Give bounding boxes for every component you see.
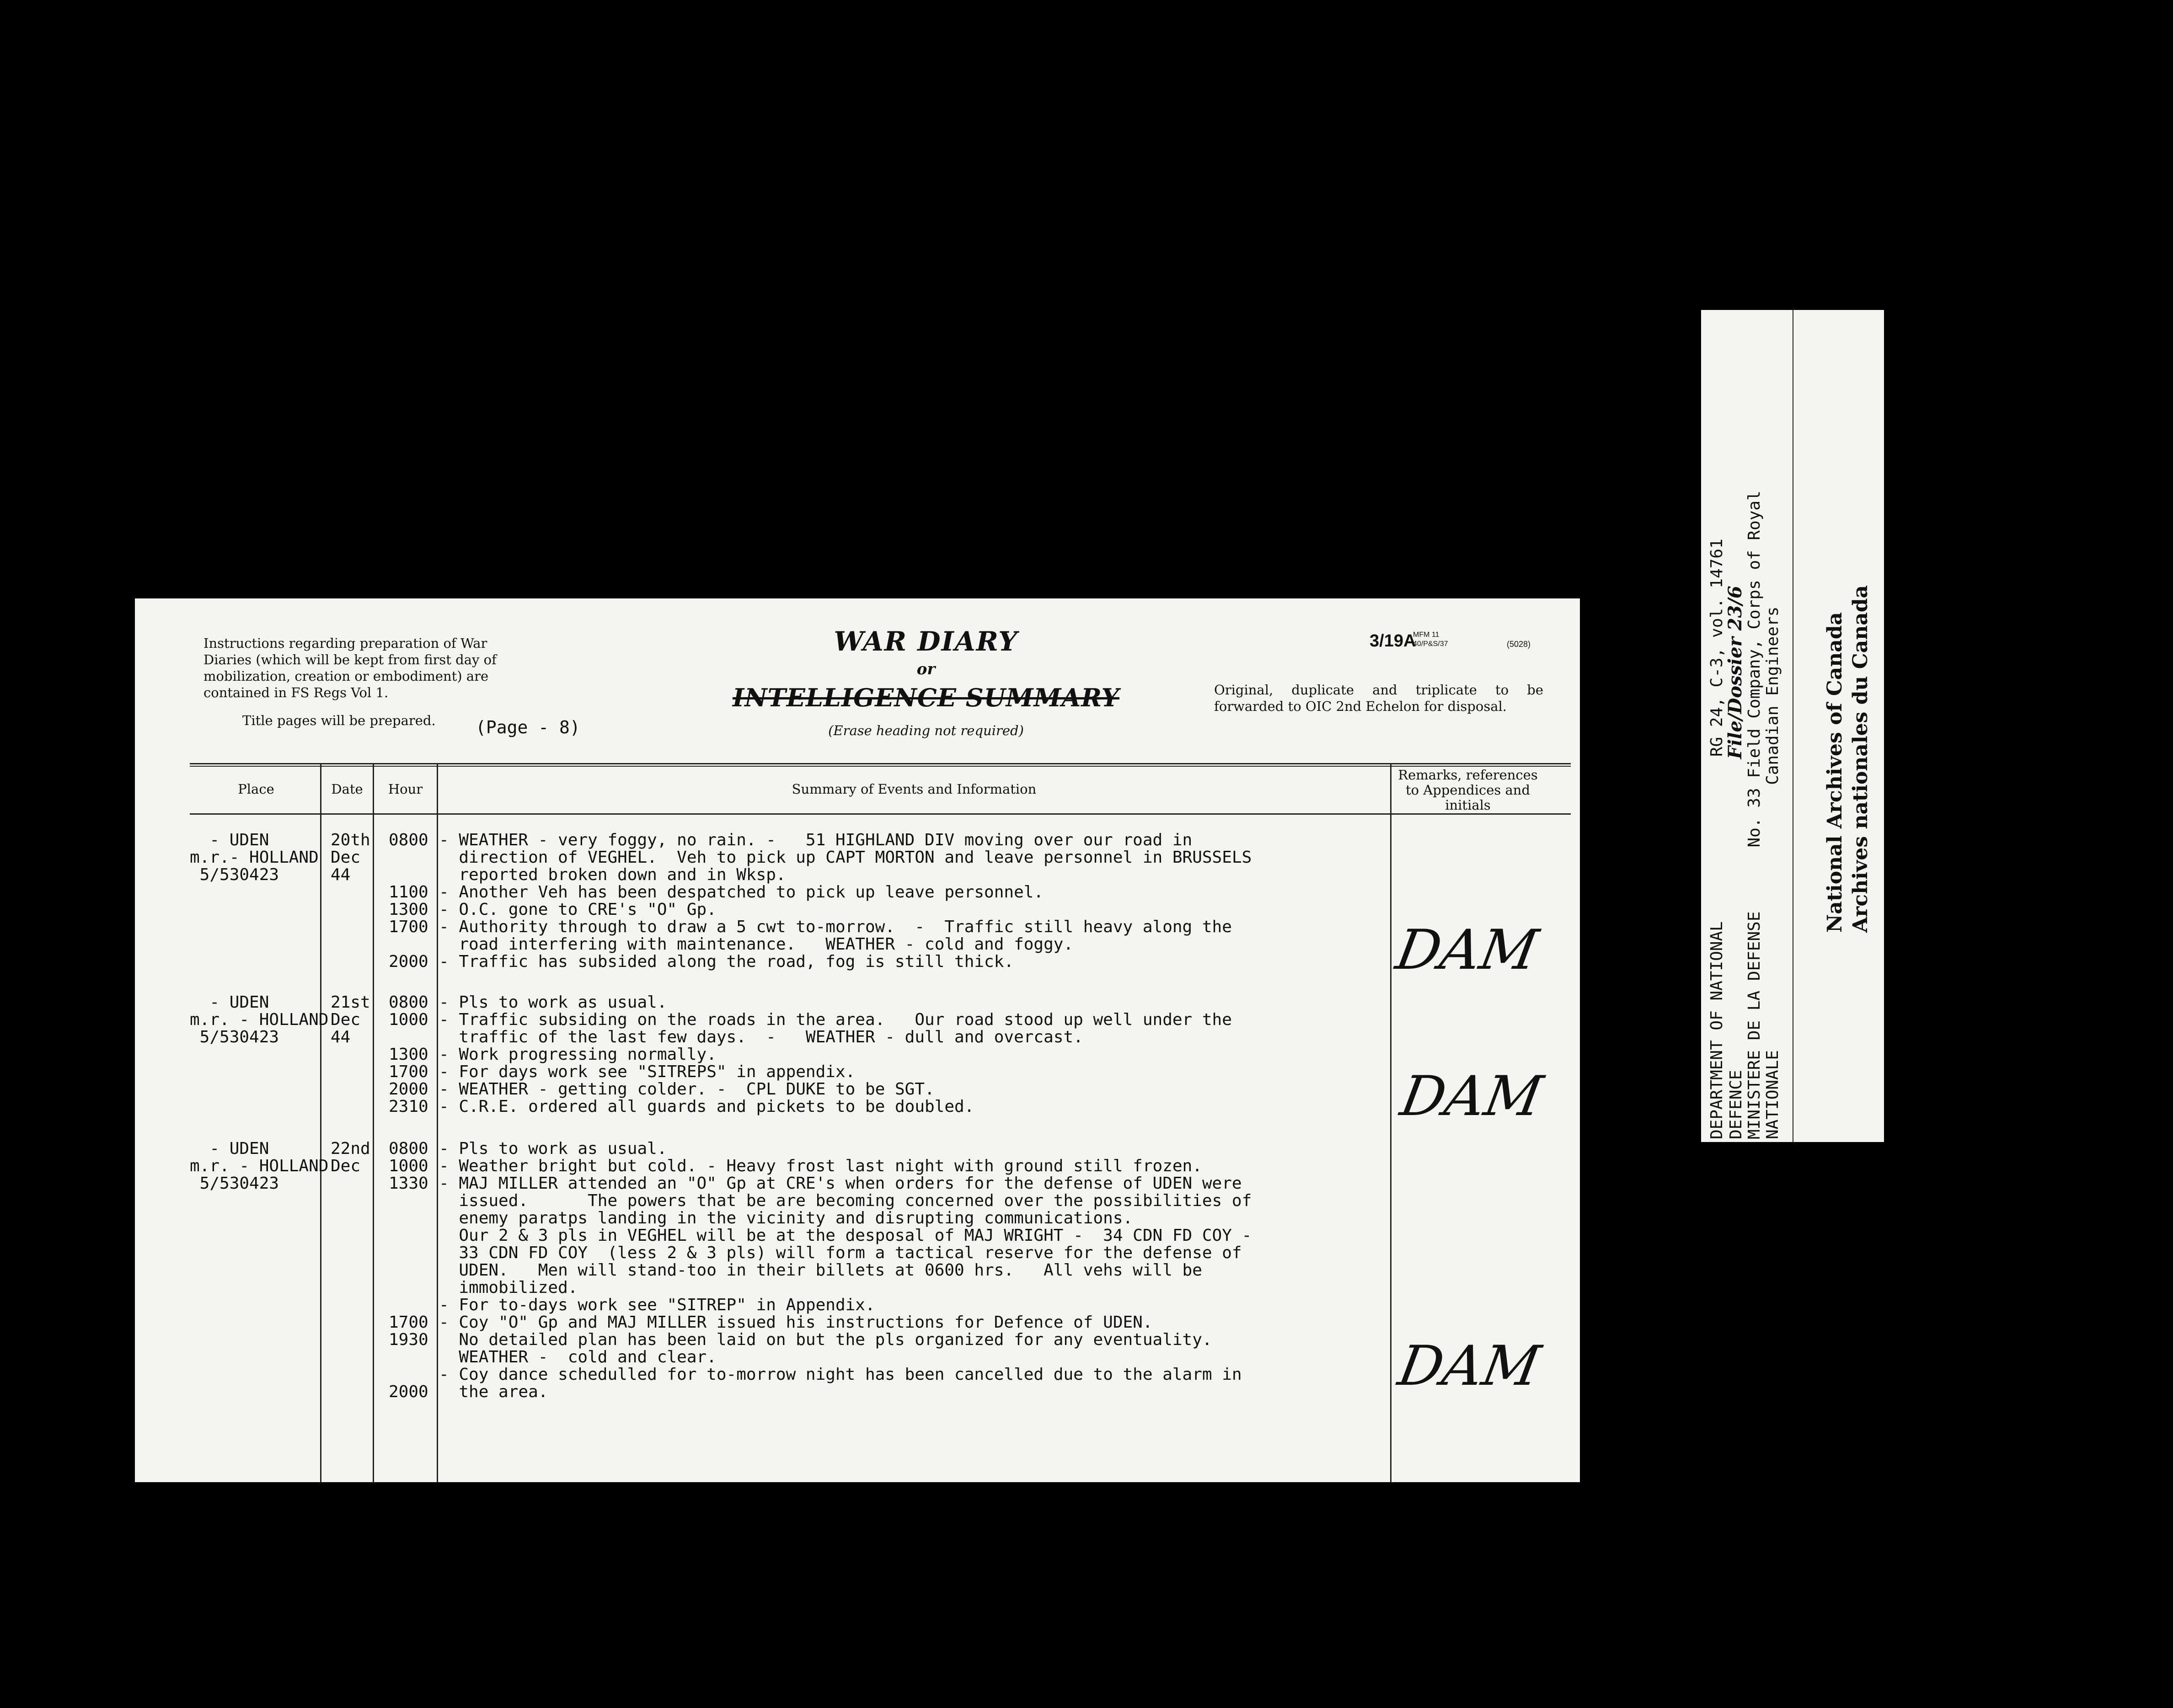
tag-dept-line-3: MINISTERE DE LA DEFENSE (1745, 911, 1764, 1139)
tag-unit-line-1: No. 33 Field Company, Corps of Royal (1745, 491, 1764, 848)
header-bottom-rule (190, 813, 1571, 815)
entry-1-date: 20th Dec 44 (331, 831, 370, 884)
entry-3-date: 22nd Dec (331, 1139, 370, 1175)
entry-3-summary: - Pls to work as usual. - Weather bright but cold. - Heavy frost last night with ground still frozen. - MAJ MILLER attended an "O" Gp at CRE's when orders for the defense of UDEN were issued. The powers that be are becoming concerned over the possibilities of enemy paratps landing in the vicinity and disrupting communications. Our 2 & 3 pls in VEGHEL will be at the desposal of MAJ WRIGHT - 34 CDN FD COY - 33 CDN FD COY (less 2 & 3 pls) will form a tactical reserve for the defense of UDEN. Men will stand-too in their billets at 0600 hrs. All vehs will be immobilized. - For to-days work see "SITREP" in Appendix. - Coy "O" Gp and MAJ MILLER issued his instructions for Defence of UDEN. No detailed plan has been laid on but the pls organized for any eventuality. WEATHER - cold and clear. - Coy dance schedulled for to-morrow night has been cancelled due to the alarm in the area. (439, 1139, 1252, 1401)
or-label: or (916, 660, 936, 678)
col-divider-summary (1390, 764, 1392, 1482)
header-hour: Hour (388, 781, 423, 797)
archives-en: National Archives of Canada (1823, 612, 1847, 933)
entry-2-hours: 0800 1000 1300 1700 2000 2310 (389, 993, 428, 1116)
tag-dept-line-4: NATIONALE (1763, 1050, 1782, 1139)
form-sub-1: MFM 11 (1413, 631, 1440, 639)
entry-1-summary: - WEATHER - very foggy, no rain. - 51 HIGHLAND DIV moving over our road in direction of VEGHEL. Veh to pick up CAPT MORTON and leave personnel in BRUSSELS reported broken down and in Wksp. - Another Veh has been despatched to pick up leave personnel. - O.C. gone to CRE's "O" Gp. - Authority through to draw a 5 cwt to-morrow. - Traffic still heavy along the road interfering with maintenance. WEATHER - cold and foggy. - Traffic has subsided along the road, fog is still thick. (439, 831, 1252, 971)
header-remarks: Remarks, references to Appendices and initials (1398, 767, 1538, 813)
struck-heading: INTELLIGENCE SUMMARY (732, 683, 1120, 712)
entry-1-hours: 0800 1100 1300 1700 2000 (389, 831, 428, 971)
table-top-rule (190, 763, 1571, 764)
col-divider-date (373, 764, 374, 1482)
document-title: WAR DIARY (834, 626, 1018, 657)
entry-3-place: - UDEN m.r. - HOLLAND 5/530423 (190, 1139, 329, 1193)
title-pages-note: Title pages will be prepared. (242, 713, 436, 728)
header-summary: Summary of Events and Information (792, 781, 1037, 797)
tag-dept-line-2: DEFENCE (1727, 1070, 1745, 1139)
instructions-text: Instructions regarding preparation of War Diaries (which will be kept from first day of mobilization, creation or embodiment) are contained in FS Regs Vol 1. (203, 635, 497, 700)
tag-unit-line-2: Canadian Engineers (1763, 606, 1782, 785)
col-divider-place (320, 764, 321, 1482)
entry-2-date: 21st Dec 44 (331, 993, 370, 1046)
col-divider-hour (437, 764, 438, 1482)
entry-1-initials-signature: DAM (1391, 918, 1543, 982)
header-place: Place (238, 781, 274, 797)
form-sub (1413, 630, 1448, 649)
tag-dept-line-1: DEPARTMENT OF NATIONAL (1707, 921, 1726, 1139)
entry-1-place: - UDEN m.r.- HOLLAND 5/530423 (190, 831, 319, 884)
entry-2-initials-signature: DAM (1396, 1065, 1547, 1128)
tag-rg-line: RG 24, C-3, vol. 14761 (1707, 539, 1726, 757)
table-top-rule-2 (190, 766, 1571, 767)
entry-3-initials-signature: DAM (1393, 1334, 1545, 1398)
erase-note: (Erase heading not required) (828, 723, 1024, 738)
form-number: 3/19A (1370, 631, 1416, 651)
disposal-note: Original, duplicate and triplicate to be forwarded to OIC 2nd Echelon for disposal. (1214, 682, 1543, 714)
form-sub-2: 40/P&S/37 (1413, 640, 1448, 648)
archives-fr: Archives nationales du Canada (1849, 585, 1872, 933)
page-number: (Page - 8) (476, 717, 580, 737)
entry-3-hours: 0800 1000 1330 1700 1930 2000 (389, 1139, 428, 1401)
tag-file-line: File/Dossier 23/6 (1724, 586, 1746, 759)
entry-2-place: - UDEN m.r. - HOLLAND 5/530423 (190, 993, 329, 1046)
header-date: Date (331, 781, 363, 797)
form-code: (5028) (1507, 640, 1531, 649)
entry-2-summary: - Pls to work as usual. - Traffic subsiding on the roads in the area. Our road stood up well under the traffic of the last few days. - WEATHER - dull and overcast. - Work progressing normally. - For days work see "SITREPS" in appendix. - WEATHER - getting colder. - CPL DUKE to be SGT. - C.R.E. ordered all guards and pickets to be doubled. (439, 993, 1232, 1116)
war-diary-sheet (135, 598, 1580, 1482)
archive-tag-stamp (1822, 521, 1873, 933)
archive-tag-reference (1708, 316, 1782, 1139)
